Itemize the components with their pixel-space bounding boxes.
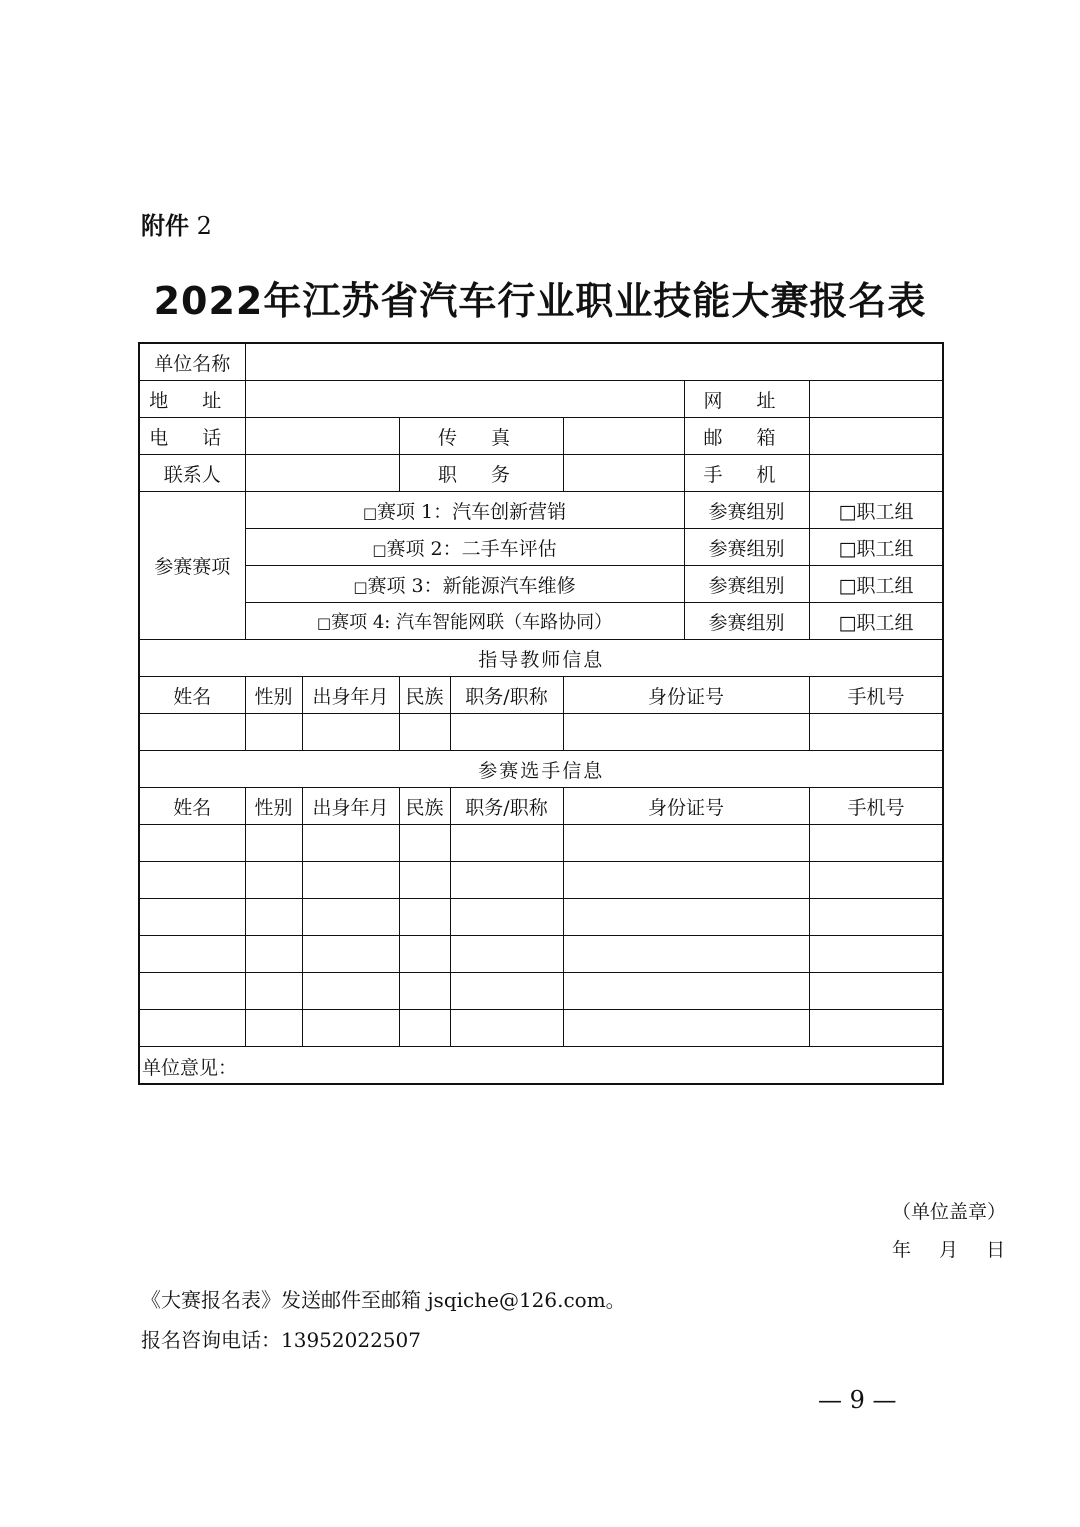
col-title: 职务/职称 [450, 788, 563, 825]
input-phone[interactable] [245, 418, 399, 455]
teacher-header-row [139, 677, 943, 714]
event-3-staff-option[interactable]: □职工组 [809, 566, 943, 603]
col-birth: 出身年月 [302, 677, 399, 714]
col-id-number: 身份证号 [563, 788, 809, 825]
col-title: 职务/职称 [450, 677, 563, 714]
col-ethnicity: 民族 [399, 788, 450, 825]
event-2-staff-option[interactable]: □职工组 [809, 529, 943, 566]
event-3-group-label: 参赛组别 [684, 566, 809, 603]
stamp-label: （单位盖章） [892, 1201, 1007, 1223]
col-id-number: 身份证号 [563, 677, 809, 714]
input-unit-name[interactable] [245, 343, 943, 381]
unit-opinion-box[interactable] [139, 1047, 1007, 1261]
event-2-group-label: 参赛组别 [684, 529, 809, 566]
athlete-row [139, 899, 943, 936]
input-email[interactable] [809, 418, 943, 455]
checkbox-icon[interactable]: □ [362, 503, 378, 522]
athlete-header-row [139, 788, 943, 825]
row-address [139, 381, 943, 418]
athlete-row [139, 936, 943, 973]
row-opinion [139, 1047, 943, 1085]
label-contact: 联系人 [139, 455, 245, 492]
label-phone: 电 话 [139, 418, 245, 455]
teacher-row [139, 714, 943, 751]
col-birth: 出身年月 [302, 788, 399, 825]
athlete-row [139, 973, 943, 1010]
event-4-name: 赛项 4: 汽车智能网联（车路协同） [331, 612, 613, 633]
col-mobile: 手机号 [809, 788, 943, 825]
label-email: 邮 箱 [684, 418, 809, 455]
checkbox-icon[interactable]: □ [316, 614, 332, 632]
row-event-1 [139, 492, 943, 529]
event-2-name: 赛项 2：二手车评估 [386, 537, 557, 560]
row-phone [139, 418, 943, 455]
checkbox-icon[interactable]: □ [372, 540, 387, 559]
event-2-option[interactable] [245, 529, 684, 566]
page-title: 2022年江苏省汽车行业职业技能大赛报名表 [153, 279, 927, 323]
label-fax: 传 真 [399, 418, 563, 455]
label-position: 职 务 [399, 455, 563, 492]
row-contact [139, 455, 943, 492]
col-ethnicity: 民族 [399, 677, 450, 714]
col-gender: 性别 [245, 677, 302, 714]
label-address: 地 址 [139, 381, 245, 418]
attachment-label: 附件 2 [141, 212, 212, 240]
email-note: 《大赛报名表》发送邮件至邮箱 jsqiche@126.com。 [141, 1288, 626, 1312]
row-event-4 [139, 603, 943, 640]
col-name: 姓名 [139, 788, 245, 825]
phone-note: 报名咨询电话：13952022507 [141, 1328, 421, 1352]
event-3-name: 赛项 3：新能源汽车维修 [367, 574, 576, 597]
input-position[interactable] [563, 455, 684, 492]
event-1-name: 赛项 1：汽车创新营销 [377, 500, 567, 523]
event-1-option[interactable] [245, 492, 684, 529]
input-contact[interactable] [245, 455, 399, 492]
teacher-section-heading: 指导教师信息 [139, 640, 943, 677]
athlete-row [139, 1010, 943, 1047]
row-event-2 [139, 529, 943, 566]
checkbox-icon[interactable]: □ [353, 577, 368, 596]
athlete-row [139, 825, 943, 862]
col-mobile: 手机号 [809, 677, 943, 714]
athlete-row [139, 862, 943, 899]
row-event-3 [139, 566, 943, 603]
athlete-section-heading: 参赛选手信息 [139, 751, 943, 788]
registration-form [138, 342, 1007, 1261]
col-gender: 性别 [245, 788, 302, 825]
event-1-staff-option[interactable]: □职工组 [809, 492, 943, 529]
event-3-option[interactable] [245, 566, 684, 603]
event-4-option[interactable] [245, 603, 684, 640]
row-unit-name [139, 343, 943, 381]
input-mobile[interactable] [809, 455, 943, 492]
label-mobile: 手 机 [684, 455, 809, 492]
event-4-group-label: 参赛组别 [684, 603, 809, 640]
label-unit-name: 单位名称 [139, 343, 245, 381]
row-teacher-section [139, 640, 943, 677]
event-4-staff-option[interactable]: □职工组 [809, 603, 943, 640]
label-events: 参赛赛项 [139, 492, 245, 640]
date-line: 年 月 日 [892, 1239, 1006, 1261]
input-fax[interactable] [563, 418, 684, 455]
input-website[interactable] [809, 381, 943, 418]
row-athlete-section [139, 751, 943, 788]
label-website: 网 址 [684, 381, 809, 418]
input-address[interactable] [245, 381, 684, 418]
unit-opinion-label: 单位意见： [142, 1057, 238, 1079]
event-1-group-label: 参赛组别 [684, 492, 809, 529]
col-name: 姓名 [139, 677, 245, 714]
page-number: — 9 — [818, 1386, 897, 1414]
